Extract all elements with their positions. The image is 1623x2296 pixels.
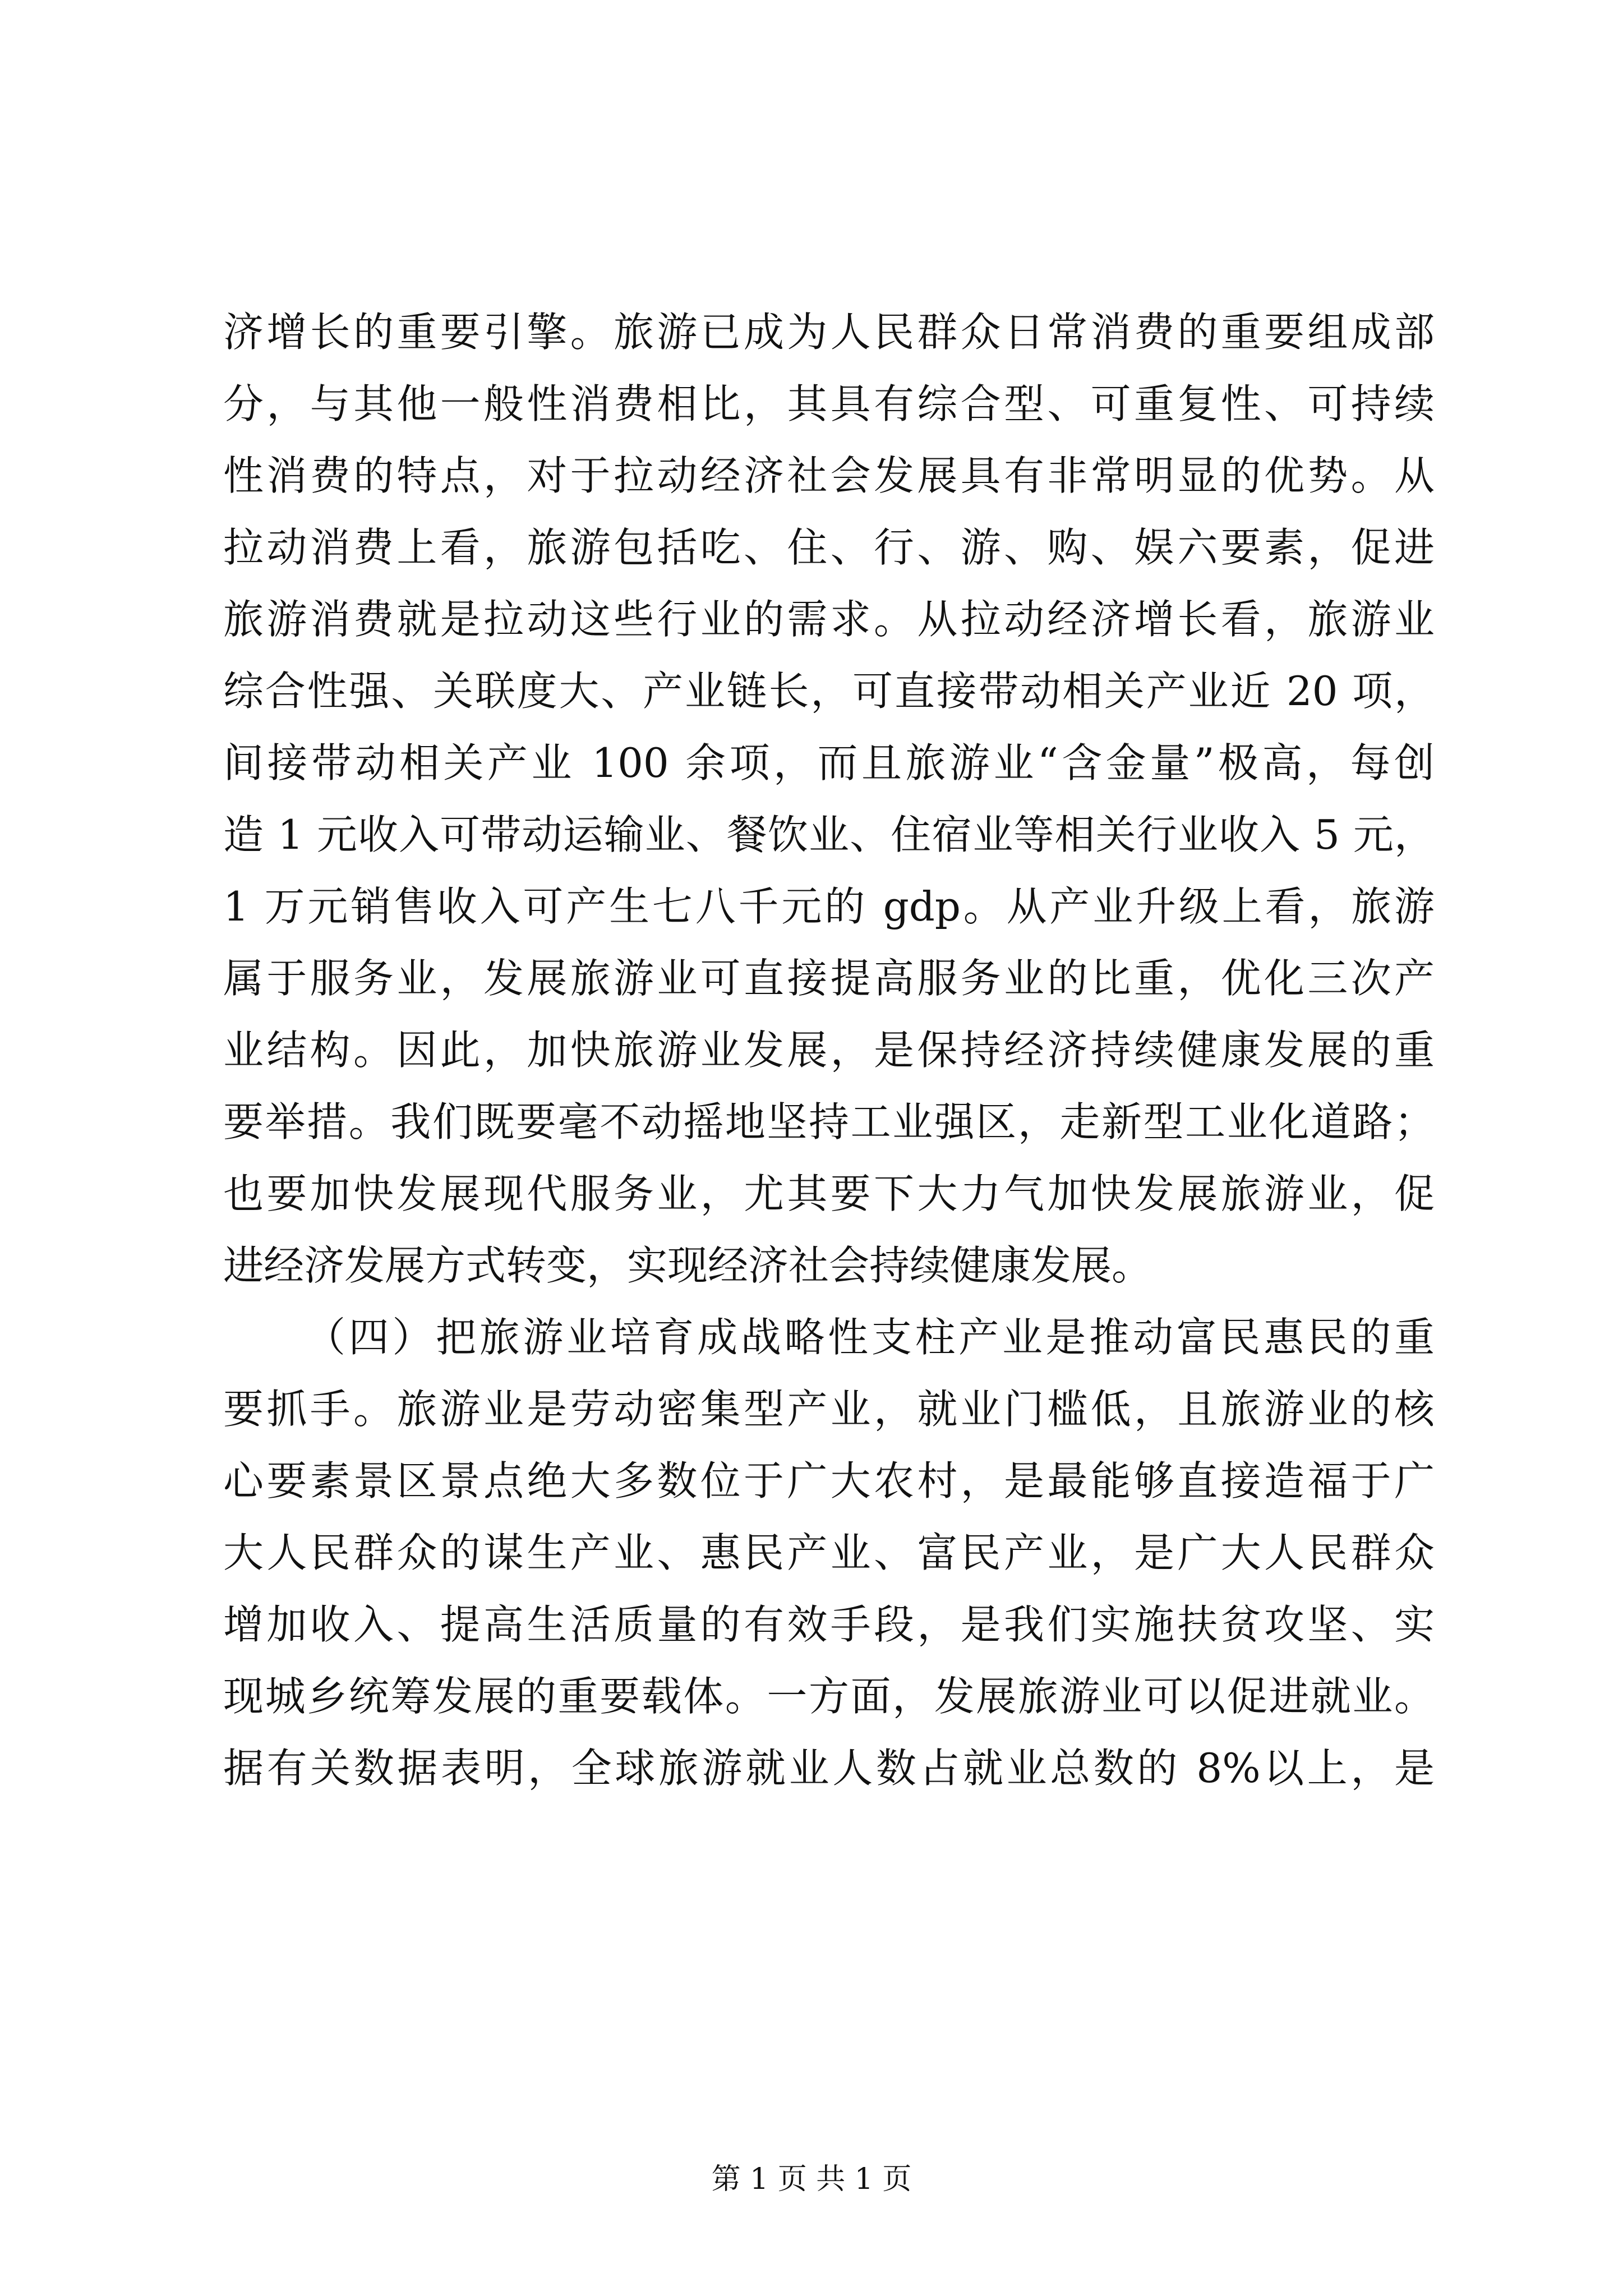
text-line: 要抓手。旅游业是劳动密集型产业，就业门槛低，且旅游业的核 [223,1386,1435,1433]
text-line: 现城乡统筹发展的重要载体。一方面，发展旅游业可以促进就业。 [223,1673,1435,1720]
text-line: 心要素景区景点绝大多数位于广大农村，是最能够直接造福于广 [223,1457,1435,1504]
text-line: 增加收入、提高生活质量的有效手段，是我们实施扶贫攻坚、实 [223,1601,1435,1648]
text-line: 要举措。我们既要毫不动摇地坚持工业强区，走新型工业化道路； [223,1098,1435,1145]
text-line: 1 万元销售收入可产生七八千元的 gdp。从产业升级上看，旅游 [223,883,1435,930]
text-line: 分，与其他一般性消费相比，其具有综合型、可重复性、可持续 [223,380,1435,427]
text-line: 据有关数据表明，全球旅游就业人数占就业总数的 8%以上，是 [223,1745,1435,1792]
text-line: 造 1 元收入可带动运输业、餐饮业、住宿业等相关行业收入 5 元， [223,811,1435,858]
text-line: 性消费的特点，对于拉动经济社会发展具有非常明显的优势。从 [223,452,1435,499]
text-line: 济增长的重要引擎。旅游已成为人民群众日常消费的重要组成部 [223,309,1435,356]
text-line: 也要加快发展现代服务业，尤其要下大力气加快发展旅游业，促 [223,1170,1435,1217]
text-line: 属于服务业，发展旅游业可直接提高服务业的比重，优化三次产 [223,955,1435,1002]
text-line: 业结构。因此，加快旅游业发展，是保持经济持续健康发展的重 [223,1027,1435,1074]
text-line: 间接带动相关产业 100 余项，而且旅游业“含金量”极高，每创 [223,739,1435,786]
page-footer: 第 1 页 共 1 页 [711,2162,912,2196]
paragraph-end-line: 进经济发展方式转变，实现经济社会持续健康发展。 [223,1242,1152,1289]
paragraph-start-line: （四）把旅游业培育成战略性支柱产业是推动富民惠民的重 [305,1314,1435,1361]
text-line: 综合性强、关联度大、产业链长，可直接带动相关产业近 20 项， [223,668,1435,715]
text-line: 旅游消费就是拉动这些行业的需求。从拉动经济增长看，旅游业 [223,596,1435,643]
text-line: 拉动消费上看，旅游包括吃、住、行、游、购、娱六要素，促进 [223,524,1435,571]
body-text [223,296,1435,1804]
text-line: 大人民群众的谋生产业、惠民产业、富民产业，是广大人民群众 [223,1529,1435,1576]
